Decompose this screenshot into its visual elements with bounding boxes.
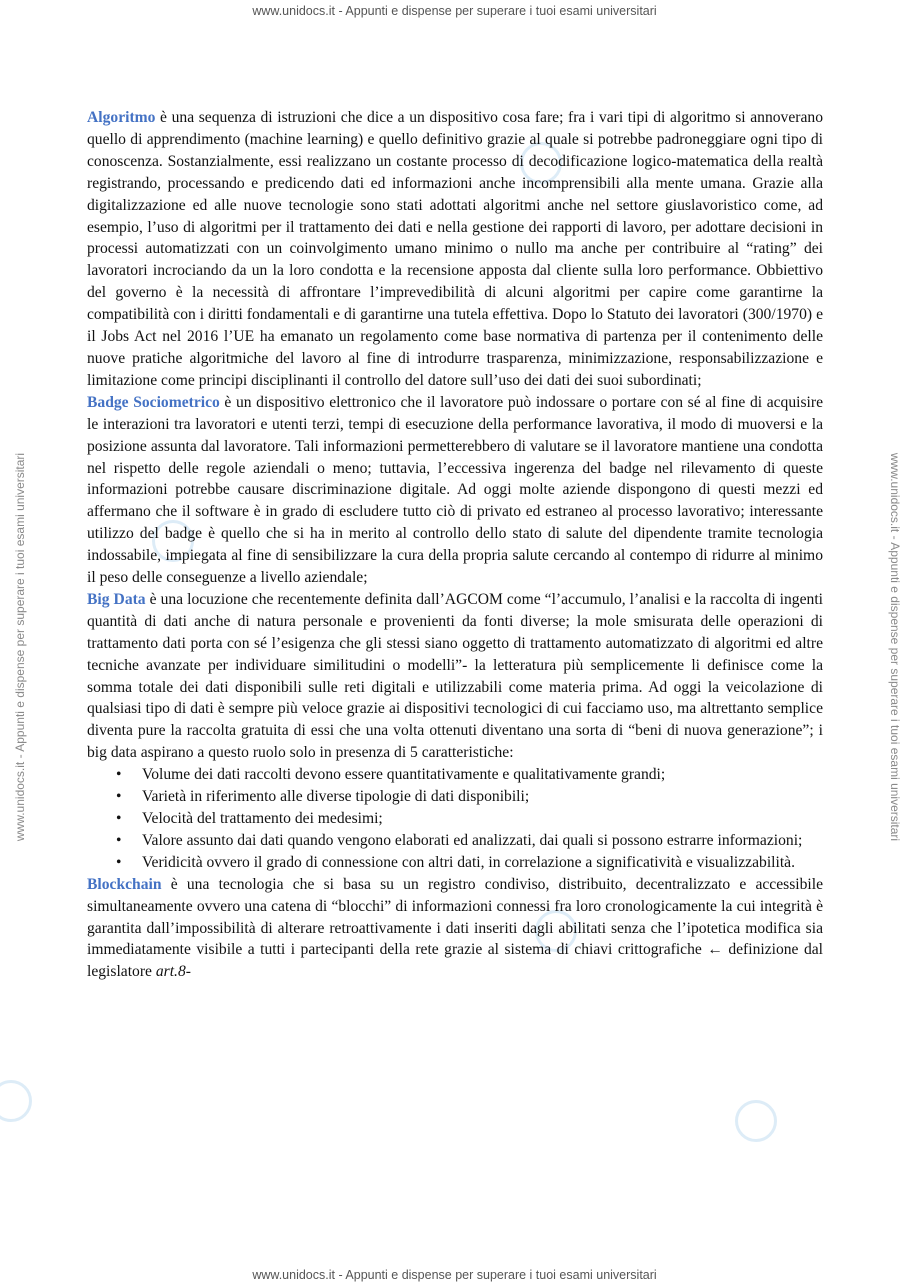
list-item: • Veridicità ovvero il grado di connessione con altri dati, in correlazione a significatività e visualizzabilità. — [142, 852, 823, 874]
left-arrow-icon: ← — [707, 941, 723, 959]
term-blockchain: Blockchain — [87, 875, 162, 893]
right-side-watermark: www.unidocs.it - Appunti e dispense per superare i tuoi esami universitari — [888, 452, 902, 842]
definition-text: è un dispositivo elettronico che il lavoratore può indossare o portare con sé al fine di acquisire le interazioni tra lavoratori e utenti terzi, tempi di esecuzione della performance lavorativa, il modo di muoversi e la posizione assunta dal lavoratore. Tali informazioni permetterebbero di valutare se il lavoratore mantiene una condotta nel rispetto delle regole aziendali o meno; tuttavia, l’eccessiva ingerenza del badge nel rilevamento di queste informazioni potrebbe causare discriminazione digitale. Ad oggi molte aziende dispongono di questi mezzi ed affermano che il software è in grado di escludere tutto ciò di privato ed estraneo al processo lavorativo; interessante utilizzo del badge è quello che si ha in merito al controllo dello stato di salute del dipendente tramite tecnologia indossabile, impiegata al fine di sensibilizzare la cura della propria salute cercando al contempo di ridurre al minimo il peso delle conseguenze a livello aziendale; — [87, 393, 823, 587]
header-watermark: www.unidocs.it - Appunti e dispense per superare i tuoi esami universitari — [252, 4, 657, 18]
list-item: • Valore assunto dai dati quando vengono elaborati ed analizzati, dai quali si possono estrarre informazioni; — [142, 830, 823, 852]
list-item: • Varietà in riferimento alle diverse tipologie di dati disponibili; — [142, 786, 823, 808]
term-badge-sociometrico: Badge Sociometrico — [87, 393, 220, 411]
term-big-data: Big Data — [87, 590, 146, 608]
term-algoritmo: Algoritmo — [87, 109, 156, 126]
definition-text: è una locuzione che recentemente definita dall’AGCOM come “l’accumulo, l’analisi e la raccolta di ingenti quantità di dati anche di natura personale e provenienti da fonti diverse; la mole smisurata delle operazioni di trattamento dati porta con sé l’esigenza che gli stessi siano oggetto di trattamento automatizzato di algoritmi ed altre tecniche avanzate per individuare similitudini o modelli”- la letteratura più semplicemente li definisce come la somma totale dei dati disponibili sulle reti digitali e utilizzabili come materia prima. Ad oggi la veicolazione di qualsiasi tipo di dati è sempre più veloce grazie ai dispositivi tecnologici di cui facciamo uso, ma altrettanto semplice diventa pure la raccolta gratuita di essi che una volta ottenuti diventano una sorta di “beni di nuova generazione”; i big data aspirano a questo ruolo solo in presenza di 5 caratteristiche: — [87, 590, 823, 762]
unidocs-logo-icon — [0, 1080, 32, 1122]
definition-algoritmo — [87, 107, 823, 392]
definition-badge-sociometrico — [87, 392, 823, 589]
big-data-characteristics-list — [87, 764, 823, 874]
definition-text: è una tecnologia che si basa su un registro condiviso, distribuito, decentralizzato e accessibile simultaneamente ovvero una catena di “blocchi” di informazioni connessi fra loro cronologicamente la cui integrità è garantita dall’impossibilità di alterare retroattivamente i dati inseriti dagli abilitati senza che l’ipotetica modifica sia immediatamente visibile a tutti i partecipanti della rete grazie al sistema di chiavi crittografiche — [87, 875, 823, 959]
unidocs-logo-icon — [735, 1100, 777, 1142]
article-reference: art.8- — [155, 963, 191, 981]
definition-big-data — [87, 589, 823, 764]
definition-text-continued: definizione dal legislatore — [87, 941, 823, 981]
left-side-watermark: www.unidocs.it - Appunti e dispense per superare i tuoi esami universitari — [13, 452, 27, 842]
footer-watermark: www.unidocs.it - Appunti e dispense per superare i tuoi esami universitari — [252, 1268, 657, 1282]
definition-blockchain — [87, 874, 823, 984]
list-item: • Velocità del trattamento dei medesimi; — [142, 808, 823, 830]
document-body — [87, 107, 823, 983]
list-item: • Volume dei dati raccolti devono essere quantitativamente e qualitativamente grandi; — [142, 764, 823, 786]
definition-text: è una sequenza di istruzioni che dice a un dispositivo cosa fare; fra i vari tipi di algoritmo si annoverano quello di apprendimento (machine learning) e quello definitivo grazie al quale si potrebbe padroneggiare ogni tipo di conoscenza. Sostanzialmente, essi realizzano un costante processo di decodificazione logico-matematica della realtà registrando, processando e predicendo dati ed informazioni anche incomprensibili alla mente umana. Grazie alla digitalizzazione ed alle nuove tecnologie sono stati adottati algoritmi anche nel settore giuslavoristico come, ad esempio, l’uso di algoritmi per il trattamento dei dati e nella gestione dei rapporti di lavoro, per adottare decisioni in processi automatizzati con un coinvolgimento umano minimo o nullo ma anche per contribuire al “rating” dei lavoratori incrociando da un la loro condotta e la recensione apposta dal cliente sulla loro performance. Obbiettivo del governo è la necessità di affrontare l’imprevedibilità di alcuni algoritmi per capire come garantirne la compatibilità con i diritti fondamentali e di garantirne una tutela effettiva. Dopo lo Statuto dei lavoratori (300/1970) e il Jobs Act nel 2016 l’UE ha emanato un regolamento come base normativa di partenza per il contenimento delle nuove pratiche algoritmiche del lavoro al fine di introdurre trasparenza, minimizzazione, responsabilizzazione e limitazione come principi disciplinanti il controllo del datore sull’uso dei dati dei suoi subordinati; — [87, 109, 823, 389]
